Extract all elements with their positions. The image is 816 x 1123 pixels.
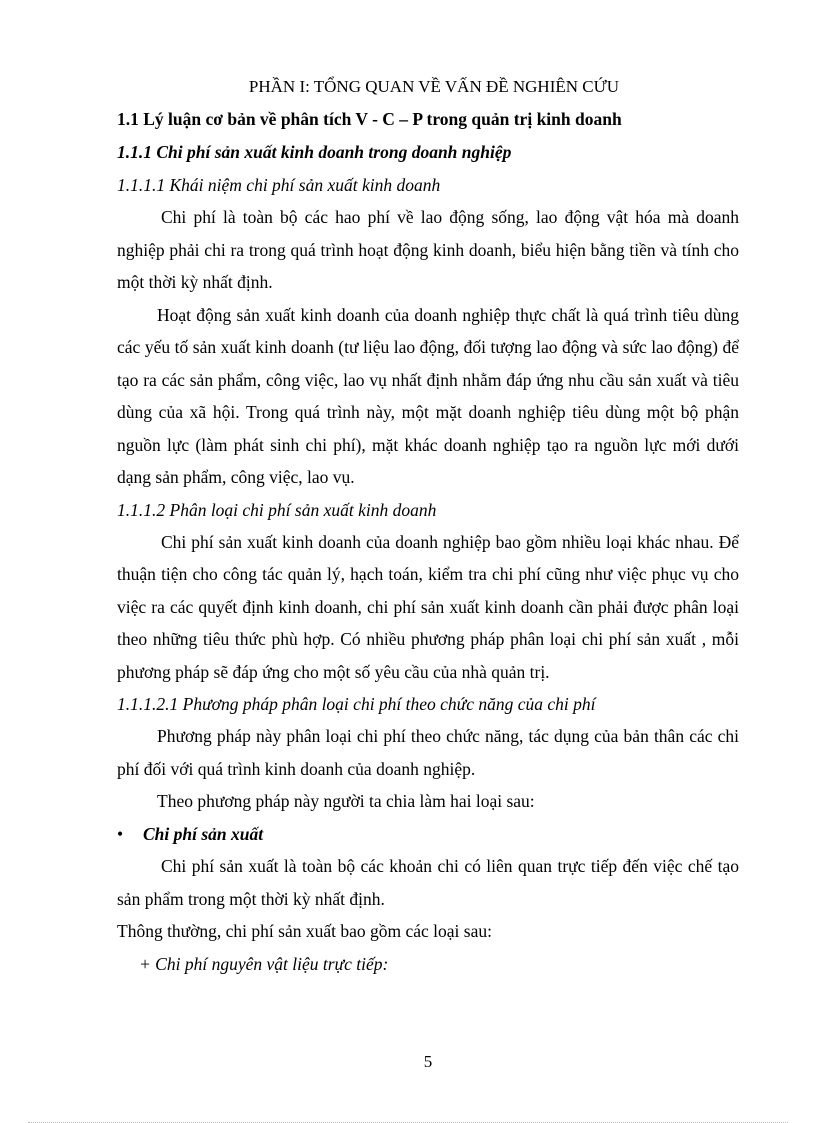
paragraph-production-cost-types: Thông thường, chi phí sản xuất bao gồm các loại sau: xyxy=(117,921,492,941)
bullet-label: Chi phí sản xuất xyxy=(143,823,264,844)
paragraph-method-description: Phương pháp này phân loại chi phí theo chức năng, tác dụng của bản thân các chi phí đối với quá trình kinh doanh của doanh nghiệp. xyxy=(117,726,739,779)
bullet-production-cost xyxy=(117,818,739,851)
bullet-icon: • xyxy=(117,823,124,844)
part-title: PHẦN I: TỔNG QUAN VỀ VẤN ĐỀ NGHIÊN CỨU xyxy=(248,77,620,96)
section-heading-1-1: 1.1 Lý luận cơ bản về phân tích V - C – P trong quản trị kinh doanh xyxy=(117,109,622,129)
page-content xyxy=(117,70,739,980)
paragraph-production-activity: Hoạt động sản xuất kinh doanh của doanh nghiệp thực chất là quá trình tiêu dùng các yếu tố sản xuất kinh doanh (tư liệu lao động, đối tượng lao động và sức lao động) để tạo ra các sản phẩm, công việc, lao vụ nhất định nhằm đáp ứng nhu cầu sản xuất và tiêu dùng của xã hội. Trong quá trình này, một mặt doanh nghiệp tiêu dùng một bộ phận nguồn lực (làm phát sinh chi phí), mặt khác doanh nghiệp tạo ra nguồn lực mới dưới dạng sản phẩm, công việc, lao vụ. xyxy=(117,304,739,487)
sub-item-direct-materials: + Chi phí nguyên vật liệu trực tiếp: xyxy=(139,953,389,974)
page-number: 5 xyxy=(423,1052,433,1071)
paragraph-method-two-types: Theo phương pháp này người ta chia làm hai loại sau: xyxy=(157,791,535,811)
paragraph-cost-classification: Chi phí sản xuất kinh doanh của doanh nghiệp bao gồm nhiều loại khác nhau. Để thuận tiện cho công tác quản lý, hạch toán, kiểm tra chi phí cũng như việc phục vụ cho việc ra các quyết định kinh doanh, chi phí sản xuất kinh doanh cần phải được phân loại theo những tiêu thức phù hợp. Có nhiều phương pháp phân loại chi phí sản xuất , mỗi phương pháp sẽ đáp ứng cho một số yêu cầu của nhà quản trị. xyxy=(117,531,739,682)
section-heading-1-1-1-1: 1.1.1.1 Khái niệm chi phí sản xuất kinh doanh xyxy=(117,175,441,195)
section-heading-1-1-1-2-1: 1.1.1.2.1 Phương pháp phân loại chi phí theo chức năng của chi phí xyxy=(117,694,596,714)
section-heading-1-1-1: 1.1.1 Chi phí sản xuất kinh doanh trong doanh nghiệp xyxy=(117,142,512,162)
paragraph-production-cost-definition: Chi phí sản xuất là toàn bộ các khoản chi có liên quan trực tiếp đến việc chế tạo sản phẩm trong một thời kỳ nhất định. xyxy=(117,856,739,909)
section-heading-1-1-1-2: 1.1.1.2 Phân loại chi phí sản xuất kinh doanh xyxy=(117,499,437,520)
paragraph-cost-definition: Chi phí là toàn bộ các hao phí về lao động sống, lao động vật hóa mà doanh nghiệp phải chi ra trong quá trình hoạt động kinh doanh, biểu hiện bằng tiền và tính cho một thời kỳ nhất định. xyxy=(117,207,739,292)
